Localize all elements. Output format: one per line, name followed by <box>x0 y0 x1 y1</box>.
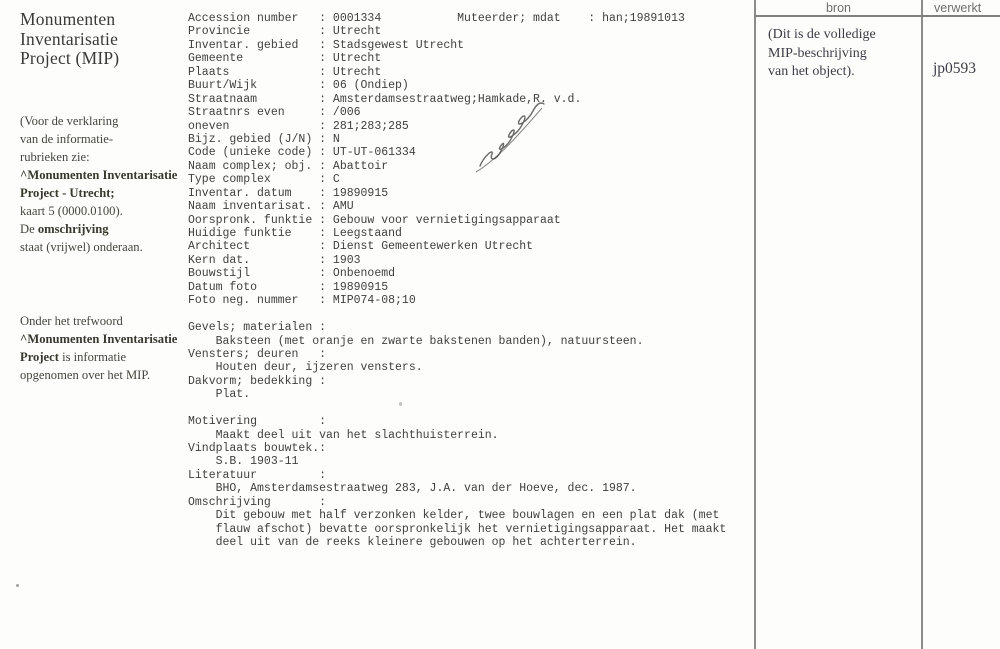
record-line: Datum foto : 19890915 <box>188 280 389 294</box>
record-line: Dit gebouw met half verzonken kelder, twee bouwlagen en een plat dak (met <box>188 509 720 523</box>
left-note-trefwoord: Onder het trefwoord ^Monumenten Inventarisatie Project is informatie opgenomen over het MIP. <box>20 314 178 382</box>
record-line: Architect : Dienst Gemeentewerken Utrecht <box>188 240 534 254</box>
record-line: BHO, Amsterdamsestraatweg 283, J.A. van der Hoeve, dec. 1987. <box>188 482 637 496</box>
record-line: Straatnaam : Amsterdamsestraatweg;Hamkade,R. v.d. <box>188 92 582 106</box>
record-line: Vindplaats bouwtek.: <box>188 442 327 455</box>
record-line: Motivering : <box>188 415 327 429</box>
record-line: flauw afschot) bevatte oorspronkelijk het vernietigingsapparaat. Het maakt <box>188 522 727 536</box>
column-header-verwerkt: verwerkt <box>934 1 982 15</box>
verwerkt-value: jp0593 <box>933 60 977 77</box>
mip-record <box>188 12 726 550</box>
page-title: Monumenten Inventarisatie Project (MIP) <box>20 9 120 68</box>
record-line <box>188 308 726 321</box>
record-line: Buurt/Wijk : 06 (Ondiep) <box>188 79 409 93</box>
record-line: Type complex : C <box>188 173 340 187</box>
scan-speck <box>399 402 402 406</box>
record-line: Gemeente : Utrecht <box>188 52 382 66</box>
bron-note: (Dit is de volledige MIP-beschrijving van het object). <box>768 27 876 79</box>
record-line: Literatuur : <box>188 468 327 482</box>
record-line: Plaats : Utrecht <box>188 65 382 79</box>
record-line: Code (unieke code) : UT-UT-061334 <box>188 146 416 160</box>
record-line: Gevels; materialen : <box>188 321 327 335</box>
record-line: Inventar. datum : 19890915 <box>188 186 389 200</box>
column-header-bron: bron <box>825 1 852 15</box>
record-line: Huidige funktie : Leegstaand <box>188 227 402 240</box>
scan-speck <box>16 584 19 587</box>
record-line: Foto neg. nummer : MIP074-08;10 <box>188 294 416 308</box>
handwritten-annotation <box>468 98 560 178</box>
record-line: Inventar. gebied : Stadsgewest Utrecht <box>188 38 465 52</box>
record-line: Bijz. gebied (J/N) : N <box>188 132 340 146</box>
left-note-explanation: (Voor de verklaring van de informatie- rubrieken zie: ^Monumenten Inventarisatie Project - Utrecht; kaart 5 (0000.0100). <box>20 114 178 218</box>
record-line: Omschrijving : <box>188 495 327 509</box>
record-line: Kern dat. : 1903 <box>188 253 361 267</box>
record-line: Oorspronk. funktie : Gebouw voor vernietigingsapparaat <box>188 213 561 227</box>
left-note-omschrijving: De omschrijving staat (vrijwel) onderaan. <box>20 222 143 254</box>
panel-left-rule <box>754 0 756 649</box>
record-line: Naam inventarisat. : AMU <box>188 200 354 214</box>
record-line: Straatnrs even : /006 <box>188 106 361 120</box>
record-line: Provincie : Utrecht <box>188 25 382 39</box>
panel-column-rule <box>921 0 923 649</box>
record-line: oneven : 281;283;285 <box>188 119 409 133</box>
record-line: deel uit van de reeks kleinere gebouwen op het achterterrein. <box>188 536 637 550</box>
panel-header-rule <box>754 15 1000 17</box>
record-line: Accession number : 0001334 Muteerder; mdat : han;19891013 <box>188 12 685 25</box>
record-line: Plat. <box>188 388 251 402</box>
record-line: Houten deur, ijzeren vensters. <box>188 361 423 375</box>
record-line: Vensters; deuren : <box>188 347 327 361</box>
record-line: S.B. 1903-11 <box>188 455 299 469</box>
record-line: Maakt deel uit van het slachthuisterrein. <box>188 428 499 442</box>
record-line: Baksteen (met oranje en zwarte bakstenen banden), natuursteen. <box>188 334 644 348</box>
record-line <box>188 402 726 415</box>
record-line: Dakvorm; bedekking : <box>188 374 327 388</box>
record-line: Bouwstijl : Onbenoemd <box>188 267 396 281</box>
record-line: Naam complex; obj. : Abattoir <box>188 159 389 173</box>
